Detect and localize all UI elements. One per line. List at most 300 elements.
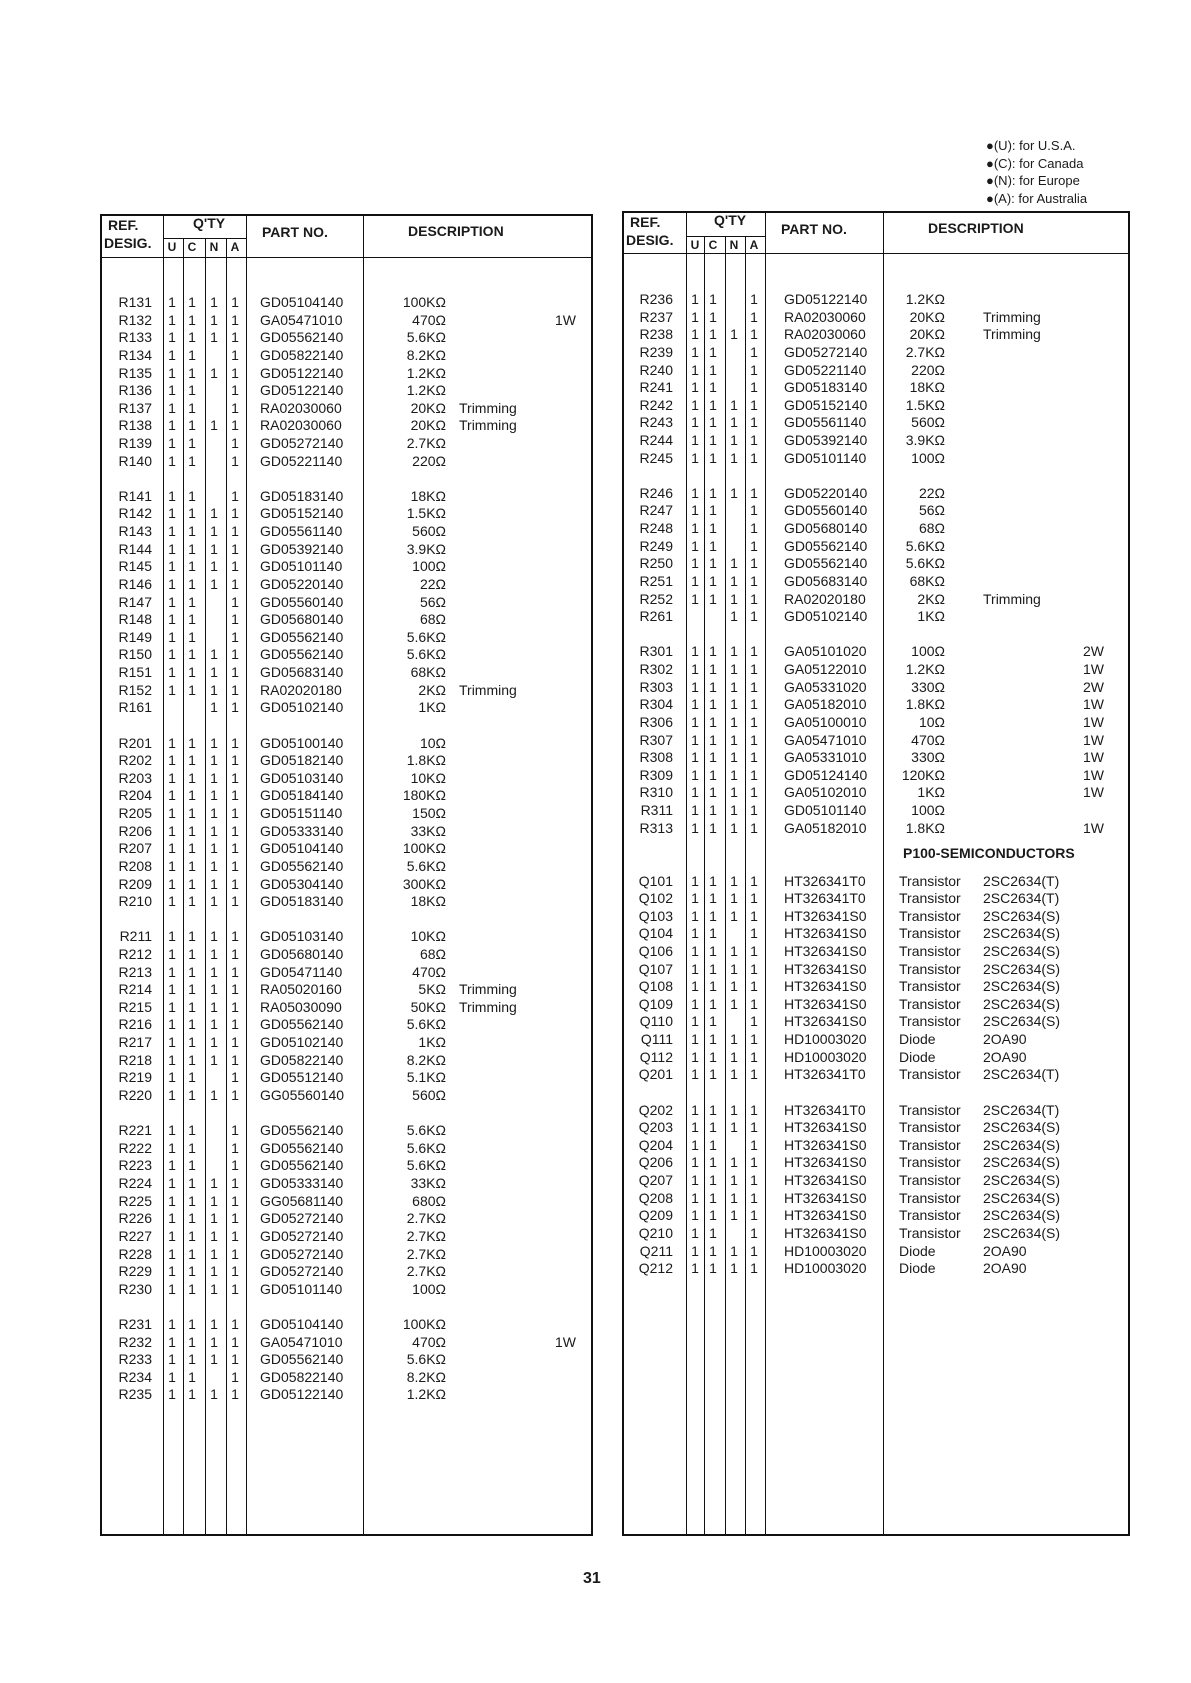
part-number: HT326341S0 [784, 907, 867, 924]
qty-c: 1 [709, 1172, 717, 1188]
qty-u: 1 [168, 505, 176, 522]
qty-c: 1 [709, 872, 717, 889]
description-value: 8.2KΩ [406, 1051, 446, 1068]
table-row [0, 1030, 1191, 1048]
ref-designator: R135 [118, 364, 152, 381]
qty-c: 1 [188, 1051, 196, 1068]
qty-c: 1 [709, 590, 717, 607]
qty-c: 1 [709, 784, 717, 801]
part-number: HT326341S0 [784, 1189, 867, 1206]
qty-n: 1 [210, 1192, 218, 1209]
legend-usa: ●(U): for U.S.A. [986, 138, 1076, 153]
qty-n: 1 [210, 1316, 218, 1332]
qty-c: 1 [188, 1034, 196, 1050]
qty-a: 1 [231, 998, 239, 1015]
ref-designator: Q208 [638, 1189, 673, 1206]
description-note: 2SC2634(S) [983, 995, 1061, 1012]
qty-c: 1 [709, 291, 717, 307]
part-number: GD05183140 [260, 487, 344, 504]
qty-u: 1 [168, 523, 176, 540]
part-number: HT326341S0 [784, 1207, 867, 1224]
ref-designator: R227 [118, 1227, 152, 1244]
description-note: 2SC2634(S) [983, 1207, 1061, 1224]
ref-designator: R144 [118, 540, 152, 557]
qty-a: 1 [231, 593, 239, 610]
description-value: 68KΩ [410, 664, 446, 680]
table-row [0, 572, 1191, 590]
qty-c: 1 [709, 449, 717, 466]
description-value: 100KΩ [402, 294, 446, 310]
description-wattage: 1W [1083, 749, 1104, 766]
part-number: GD05122140 [784, 291, 868, 307]
ref-designator: R222 [118, 1139, 152, 1156]
qty-u: 1 [168, 998, 176, 1015]
description-type: Transistor [899, 1207, 961, 1224]
qty-n: 1 [210, 963, 218, 980]
qty-c: 1 [709, 907, 717, 924]
qty-a: 1 [231, 1034, 239, 1050]
table-row [0, 1385, 1191, 1403]
qty-c: 1 [188, 487, 196, 504]
table-row [0, 1259, 1191, 1277]
qty-n: 1 [210, 945, 218, 962]
qty-c: 1 [188, 1210, 196, 1227]
left-header-desig: DESIG. [104, 235, 152, 251]
qty-u: 1 [168, 1368, 176, 1385]
qty-n: 1 [730, 484, 738, 501]
description-type: Transistor [899, 960, 961, 977]
part-number: GA05102010 [784, 784, 867, 801]
qty-u: 1 [691, 520, 699, 537]
part-number: HT326341T0 [784, 1101, 866, 1118]
qty-c: 1 [188, 787, 196, 804]
description-note: 2SC2634(S) [983, 1224, 1061, 1241]
qty-n: 1 [730, 819, 738, 836]
qty-c: 1 [188, 805, 196, 821]
description-note: 2OA90 [983, 1260, 1027, 1277]
qty-u: 1 [691, 713, 699, 730]
description-value: 5.6KΩ [406, 646, 446, 663]
qty-n: 1 [730, 696, 738, 713]
part-number: GD05272140 [260, 1245, 344, 1262]
qty-u: 1 [691, 696, 699, 713]
description-value: 2.7KΩ [406, 1227, 446, 1244]
qty-u: 1 [168, 540, 176, 557]
qty-c: 1 [188, 311, 196, 328]
qty-c: 1 [188, 1316, 196, 1332]
ref-designator: R146 [118, 575, 152, 592]
description-wattage: 1W [1083, 661, 1104, 677]
qty-c: 1 [709, 995, 717, 1012]
qty-a: 1 [750, 1119, 758, 1136]
qty-n: 1 [210, 294, 218, 310]
qty-u: 1 [168, 945, 176, 962]
part-number: RA05030090 [260, 998, 342, 1015]
qty-n: 1 [210, 840, 218, 857]
ref-designator: R150 [118, 646, 152, 663]
qty-c: 1 [709, 1260, 717, 1277]
part-number: GD05104140 [260, 294, 344, 310]
description-value: 5.6KΩ [406, 857, 446, 874]
part-number: HT326341T0 [784, 890, 866, 907]
qty-a: 1 [750, 520, 758, 537]
qty-c: 1 [188, 505, 196, 522]
qty-c: 1 [188, 1280, 196, 1297]
ref-designator: R216 [118, 1016, 152, 1033]
qty-c: 1 [188, 681, 196, 698]
qty-u: 1 [691, 661, 699, 677]
qty-a: 1 [231, 505, 239, 522]
table-row [0, 378, 1191, 396]
qty-c: 1 [188, 1192, 196, 1209]
qty-u: 1 [168, 558, 176, 575]
ref-designator: Q202 [638, 1101, 673, 1118]
table-row [0, 960, 1191, 978]
qty-n: 1 [210, 1280, 218, 1297]
left-header-n: N [209, 240, 219, 254]
qty-u: 1 [168, 1069, 176, 1086]
ref-designator: Q201 [638, 1066, 673, 1083]
qty-u: 1 [691, 308, 699, 325]
qty-u: 1 [168, 611, 176, 628]
ref-designator: R134 [118, 346, 152, 363]
table-row [0, 819, 1191, 837]
description-note: 2SC2634(S) [983, 1189, 1061, 1206]
table-row [0, 995, 1191, 1013]
qty-a: 1 [750, 308, 758, 325]
qty-n: 1 [730, 1242, 738, 1259]
description-wattage: 2W [1083, 643, 1104, 660]
part-number: GD05822140 [260, 1368, 344, 1385]
qty-c: 1 [709, 749, 717, 766]
qty-n: 1 [210, 1333, 218, 1350]
part-number: HT326341S0 [784, 942, 867, 959]
qty-u: 1 [168, 487, 176, 504]
description-value: 560Ω [412, 523, 446, 540]
left-header-ref: REF. [108, 217, 139, 233]
description-value: 22Ω [918, 484, 945, 501]
ref-designator: R205 [118, 805, 152, 821]
ref-designator: R217 [118, 1034, 152, 1050]
description-value: 18KΩ [909, 379, 945, 396]
ref-designator: R214 [118, 981, 152, 998]
description-value: 33KΩ [410, 822, 446, 839]
qty-c: 1 [188, 646, 196, 663]
part-number: GD05562140 [260, 1157, 344, 1174]
qty-u: 1 [168, 1139, 176, 1156]
qty-a: 1 [231, 681, 239, 698]
ref-designator: R234 [118, 1368, 152, 1385]
qty-c: 1 [709, 572, 717, 589]
qty-c: 1 [709, 1013, 717, 1030]
description-value: 330Ω [911, 749, 945, 766]
qty-n: 1 [730, 572, 738, 589]
qty-n: 1 [210, 699, 218, 716]
description-value: 5.6KΩ [406, 1351, 446, 1368]
qty-u: 1 [168, 681, 176, 698]
description-value: 220Ω [412, 452, 446, 469]
qty-a: 1 [231, 523, 239, 540]
qty-u: 1 [168, 294, 176, 310]
ref-designator: R243 [639, 414, 673, 431]
table-row [0, 907, 1191, 925]
qty-u: 1 [168, 1051, 176, 1068]
left-header-c: C [187, 240, 197, 254]
qty-a: 1 [750, 766, 758, 783]
ref-designator: R208 [118, 857, 152, 874]
qty-a: 1 [231, 1245, 239, 1262]
qty-n: 1 [730, 802, 738, 818]
part-number: RA02030060 [784, 326, 866, 343]
qty-a: 1 [231, 840, 239, 857]
qty-n: 1 [210, 998, 218, 1015]
part-number: GD05333140 [260, 1175, 344, 1191]
qty-n: 1 [730, 414, 738, 431]
description-wattage: 1W [555, 311, 576, 328]
part-number: HT326341S0 [784, 1224, 867, 1241]
description-value: 68KΩ [909, 572, 945, 589]
qty-a: 1 [231, 1051, 239, 1068]
qty-u: 1 [168, 452, 176, 469]
qty-a: 1 [750, 1136, 758, 1153]
qty-a: 1 [750, 1048, 758, 1065]
ref-designator: R140 [118, 452, 152, 469]
ref-designator: Q207 [638, 1172, 673, 1188]
ref-designator: R228 [118, 1245, 152, 1262]
description-value: 1KΩ [917, 784, 945, 801]
qty-n: 1 [210, 664, 218, 680]
qty-a: 1 [750, 449, 758, 466]
part-number: GD05124140 [784, 766, 868, 783]
qty-c: 1 [188, 875, 196, 892]
description-value: 1.5KΩ [406, 505, 446, 522]
description-value: 1.5KΩ [905, 396, 945, 413]
qty-n: 1 [210, 981, 218, 998]
qty-a: 1 [750, 643, 758, 660]
ref-designator: Q106 [638, 942, 673, 959]
qty-a: 1 [231, 558, 239, 575]
qty-u: 1 [691, 890, 699, 907]
right-header-description: DESCRIPTION [928, 220, 1024, 236]
right-header-ref: REF. [630, 214, 661, 230]
description-value: 5.1KΩ [406, 1069, 446, 1086]
qty-n: 1 [730, 731, 738, 748]
table-row [0, 889, 1191, 907]
qty-n: 1 [730, 643, 738, 660]
qty-n: 1 [730, 890, 738, 907]
description-value: 20KΩ [909, 326, 945, 343]
part-number: GD05104140 [260, 840, 344, 857]
ref-designator: R148 [118, 611, 152, 628]
qty-a: 1 [750, 572, 758, 589]
qty-u: 1 [691, 678, 699, 695]
qty-c: 1 [188, 857, 196, 874]
part-number: GD05182140 [260, 752, 344, 769]
part-number: HT326341T0 [784, 872, 866, 889]
description-note: 2SC2634(S) [983, 1172, 1061, 1188]
part-number: GD05221140 [784, 361, 867, 378]
qty-u: 1 [168, 1245, 176, 1262]
qty-a: 1 [231, 752, 239, 769]
description-note: 2SC2634(S) [983, 925, 1061, 942]
table-row [0, 325, 1191, 343]
qty-c: 1 [188, 1175, 196, 1191]
table-row [0, 1224, 1191, 1242]
qty-u: 1 [168, 1157, 176, 1174]
ref-designator: Q212 [638, 1260, 673, 1277]
qty-c: 1 [709, 379, 717, 396]
ref-designator: R230 [118, 1280, 152, 1297]
qty-u: 1 [691, 414, 699, 431]
qty-c: 1 [188, 1157, 196, 1174]
part-number: GD05562140 [260, 1122, 344, 1139]
part-number: GD05102140 [260, 699, 344, 716]
qty-a: 1 [750, 502, 758, 519]
left-header-qty: Q'TY [193, 215, 226, 231]
qty-a: 1 [231, 540, 239, 557]
part-number: GD05152140 [260, 505, 344, 522]
ref-designator: R145 [118, 558, 152, 575]
ref-designator: R137 [118, 399, 152, 416]
description-value: 560Ω [412, 1086, 446, 1103]
part-number: HD10003020 [784, 1242, 867, 1259]
qty-u: 1 [168, 734, 176, 751]
qty-u: 1 [691, 1066, 699, 1083]
qty-u: 1 [168, 346, 176, 363]
qty-a: 1 [231, 435, 239, 451]
part-number: HT326341S0 [784, 1136, 867, 1153]
qty-u: 1 [691, 1154, 699, 1171]
part-number: GA05471010 [260, 1333, 343, 1350]
description-value: 2KΩ [418, 681, 446, 698]
table-row [0, 1189, 1191, 1207]
ref-designator: R225 [118, 1192, 152, 1209]
table-row [0, 290, 1191, 308]
table-row [0, 713, 1191, 731]
qty-n: 1 [730, 1031, 738, 1047]
part-number: RA02020180 [784, 590, 866, 607]
description-note: Trimming [459, 399, 517, 416]
description-note: Trimming [983, 308, 1041, 325]
description-note: 2SC2634(S) [983, 1154, 1061, 1171]
qty-n: 1 [210, 805, 218, 821]
part-number: GD05680140 [784, 520, 868, 537]
qty-c: 1 [709, 802, 717, 818]
qty-c: 1 [188, 575, 196, 592]
description-note: Trimming [459, 681, 517, 698]
part-number: HD10003020 [784, 1260, 867, 1277]
table-row [0, 431, 1191, 449]
qty-a: 1 [231, 1333, 239, 1350]
qty-u: 1 [168, 875, 176, 892]
qty-u: 1 [691, 942, 699, 959]
qty-n: 1 [210, 681, 218, 698]
description-value: 1KΩ [917, 608, 945, 625]
qty-c: 1 [188, 346, 196, 363]
table-row [0, 783, 1191, 801]
qty-c: 1 [709, 1242, 717, 1259]
description-value: 22Ω [419, 575, 446, 592]
qty-u: 1 [168, 664, 176, 680]
qty-a: 1 [750, 890, 758, 907]
semiconductor-section-heading: P100-SEMICONDUCTORS [903, 845, 1075, 861]
description-value: 100Ω [911, 449, 945, 466]
qty-c: 1 [188, 435, 196, 451]
qty-n: 1 [730, 661, 738, 677]
description-note: 2SC2634(S) [983, 1136, 1061, 1153]
qty-a: 1 [750, 661, 758, 677]
part-number: GD05103140 [260, 769, 344, 786]
description-type: Transistor [899, 872, 961, 889]
qty-c: 1 [188, 1069, 196, 1086]
table-row [0, 590, 1191, 608]
description-type: Transistor [899, 942, 961, 959]
qty-n: 1 [730, 432, 738, 448]
ref-designator: R204 [118, 787, 152, 804]
right-qty-subheader-line [686, 236, 765, 237]
table-row [0, 660, 1191, 678]
description-value: 470Ω [911, 731, 945, 748]
qty-n: 1 [210, 787, 218, 804]
description-value: 50KΩ [410, 998, 446, 1015]
ref-designator: Q102 [638, 890, 673, 907]
part-number: HT326341S0 [784, 925, 867, 942]
qty-c: 1 [188, 1333, 196, 1350]
part-number: HT326341S0 [784, 960, 867, 977]
qty-u: 1 [691, 1172, 699, 1188]
ref-designator: Q111 [640, 1031, 673, 1047]
ref-designator: R142 [118, 505, 152, 522]
right-header-c: C [708, 238, 718, 252]
table-row [0, 748, 1191, 766]
table-row [0, 924, 1191, 942]
qty-a: 1 [750, 1189, 758, 1206]
part-number: GD05683140 [260, 664, 344, 680]
qty-c: 1 [188, 382, 196, 399]
description-note: 2SC2634(S) [983, 1119, 1061, 1136]
part-number: GD05822140 [260, 346, 344, 363]
description-value: 56Ω [419, 593, 446, 610]
description-note: Trimming [983, 590, 1041, 607]
qty-u: 1 [168, 1122, 176, 1139]
part-number: HT326341S0 [784, 995, 867, 1012]
qty-u: 1 [691, 361, 699, 378]
ref-designator: R248 [639, 520, 673, 537]
description-note: Trimming [459, 981, 517, 998]
qty-a: 1 [231, 1175, 239, 1191]
table-row [0, 1368, 1191, 1386]
qty-a: 1 [231, 1122, 239, 1139]
ref-designator: R226 [118, 1210, 152, 1227]
qty-n: 1 [730, 749, 738, 766]
qty-n: 1 [210, 893, 218, 910]
qty-a: 1 [231, 769, 239, 786]
qty-a: 1 [231, 787, 239, 804]
ref-designator: R131 [118, 294, 152, 310]
ref-designator: R301 [639, 643, 673, 660]
qty-n: 1 [730, 872, 738, 889]
ref-designator: R220 [118, 1086, 152, 1103]
qty-u: 1 [168, 311, 176, 328]
part-number: GD05220140 [784, 484, 868, 501]
part-number: GD05221140 [260, 452, 343, 469]
qty-a: 1 [750, 1224, 758, 1241]
ref-designator: R303 [639, 678, 673, 695]
description-value: 5.6KΩ [406, 1122, 446, 1139]
qty-u: 1 [168, 805, 176, 821]
part-number: GA05471010 [260, 311, 343, 328]
qty-c: 1 [188, 1368, 196, 1385]
